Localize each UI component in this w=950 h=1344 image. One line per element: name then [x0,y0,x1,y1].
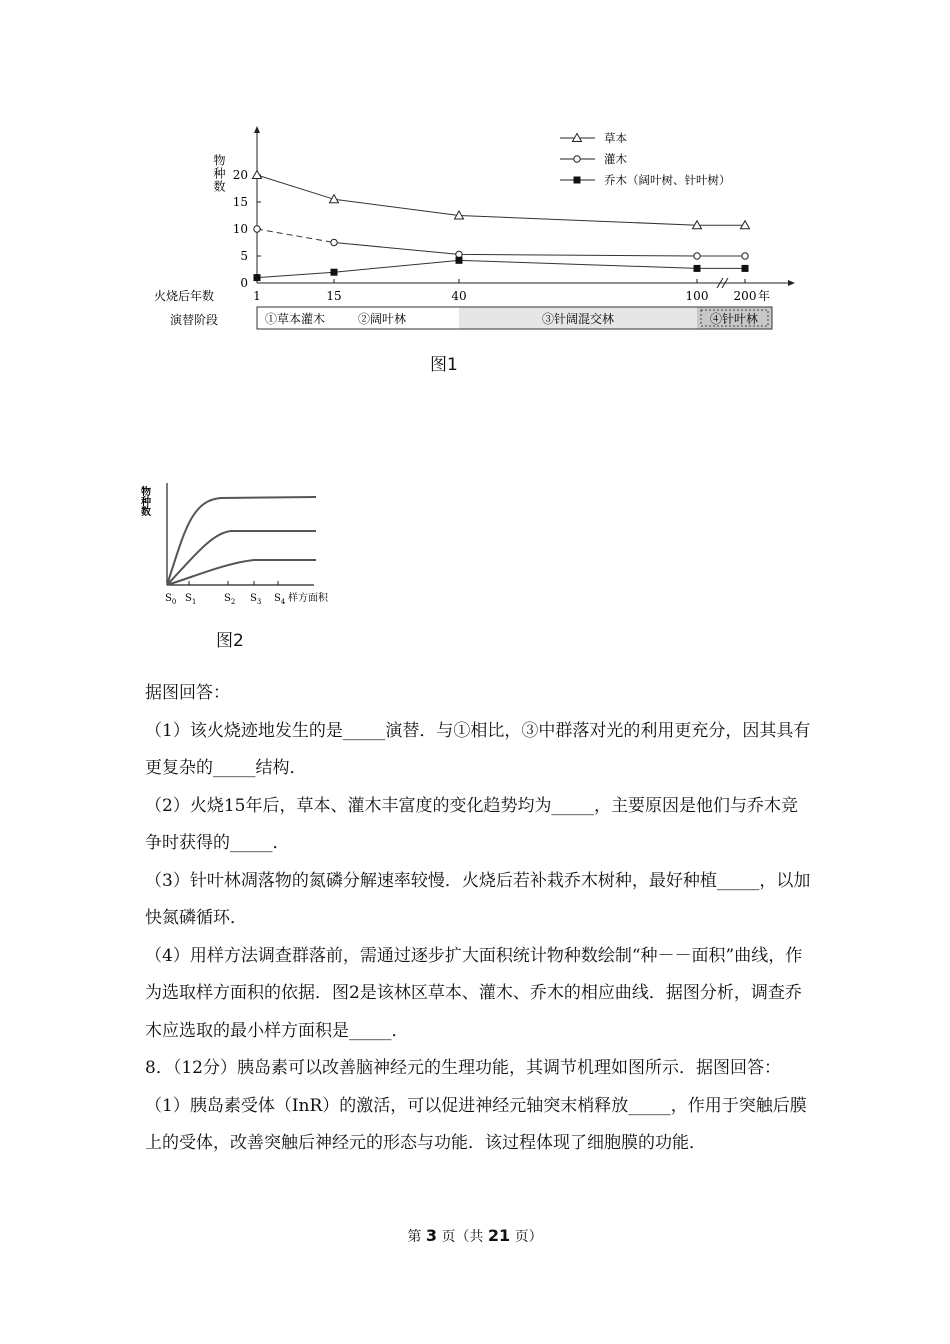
figure2-chart [136,478,350,612]
question-text [145,675,813,1163]
legend-marker-circle [574,156,580,162]
stage-bar-label: 演替阶段 [170,313,219,327]
y-tick-label: 0 [240,276,248,290]
legend-label: 草本 [604,131,627,145]
stage-label: ④针叶林 [709,312,759,326]
question-2: （2）火烧15年后，草本、灌木丰富度的变化趋势均为_____，主要原因是他们与乔木竞争时获得的_____． [145,795,798,853]
legend-label: 乔木（阔叶树、针叶树） [604,173,731,187]
figure2-caption: 图2 [216,631,244,651]
legend-label: 灌木 [604,152,627,166]
fig2-x-label: 样方面积 [288,593,328,604]
question-4: （4）用样方法调查群落前，需通过逐步扩大面积统计物种数绘制“种－－面积”曲线，作为选取样方面积的依据．图2是该林区草本、灌木、乔木的相应曲线．据图分析，调查乔木应选取的最小样方面积是_____． [145,945,803,1041]
question-8: 8．（12分）胰岛素可以改善脑神经元的生理功能，其调节机理如图所示．据图回答： [145,1058,781,1078]
figure1-chart [140,118,800,358]
x-axis-label: 火烧后年数 [154,289,215,303]
page-footer [0,1226,950,1246]
stage-label: ②阔叶林 [357,312,407,326]
fig2-x-tick-label: $S_3$ [250,593,262,606]
stage-label: ①草本灌木 [264,312,326,326]
question-3: （3）针叶林凋落物的氮磷分解速率较慢．火烧后若补栽乔木树种，最好种植_____，以加快氮磷循环． [145,870,811,928]
stage-label: ③针阔混交林 [541,312,615,326]
data-point-square [742,265,749,272]
x-tick-label: 40 [451,289,467,303]
figure1-legend [560,131,731,187]
intro-line: 据图回答： [145,683,230,703]
series-line-shrub [334,243,745,257]
data-point-square [456,257,463,264]
data-point-circle [694,253,700,259]
y-axis-label: 物种数 [212,154,226,193]
figure1-stage-bar [170,307,772,329]
data-point-circle [456,251,462,257]
data-point-circle [742,253,748,259]
x-tick-label: 15 [326,289,342,303]
x-tick-label: 1 [253,289,261,303]
data-point-square [694,265,701,272]
x-axis-arrow [788,280,795,286]
fig2-x-tick-label: $S_2$ [224,593,236,606]
footer-page-number: 3 [425,1226,437,1245]
legend-marker-square [574,177,581,184]
y-axis-arrow [254,126,260,133]
x-tick-label: 200 [733,289,757,303]
figure1-axes [154,126,795,303]
y-tick-label: 10 [232,222,248,236]
data-point-circle [254,226,260,232]
series-line-square [257,260,745,277]
figure1-series [253,171,750,282]
question-1: （1）该火烧迹地发生的是_____演替．与①相比，③中群落对光的利用更充分，因其具有更复杂的_____结构． [145,720,811,778]
fig2-x-tick-label: $S_4$ [274,593,286,606]
data-point-square [331,269,338,276]
series-line-shrub-dashed [257,229,334,243]
data-point-square [254,274,261,281]
y-tick-label: 5 [240,249,248,263]
footer-total-pages: 21 [487,1226,511,1245]
y-tick-label: 15 [232,195,248,209]
fig2-x-tick-label: $S_0$ [165,593,177,606]
question-8-1: （1）胰岛素受体（InR）的激活，可以促进神经元轴突末梢释放_____，作用于突触后膜上的受体，改善突触后神经元的形态与功能．该过程体现了细胞膜的功能． [145,1095,807,1153]
fig2-x-tick-label: $S_1$ [185,593,197,606]
x-tick-label: 100 [685,289,709,303]
y-tick-label: 20 [232,168,248,182]
footer-prefix: 第 [407,1229,422,1245]
x-unit-label: 年 [758,289,771,303]
fig2-curve-herb [167,497,316,585]
footer-suffix: 页） [514,1229,543,1245]
figure1-caption: 图1 [430,355,458,375]
fig2-y-label: 物种数 [138,486,150,516]
footer-mid: 页（共 [441,1229,484,1245]
data-point-circle [331,239,337,245]
